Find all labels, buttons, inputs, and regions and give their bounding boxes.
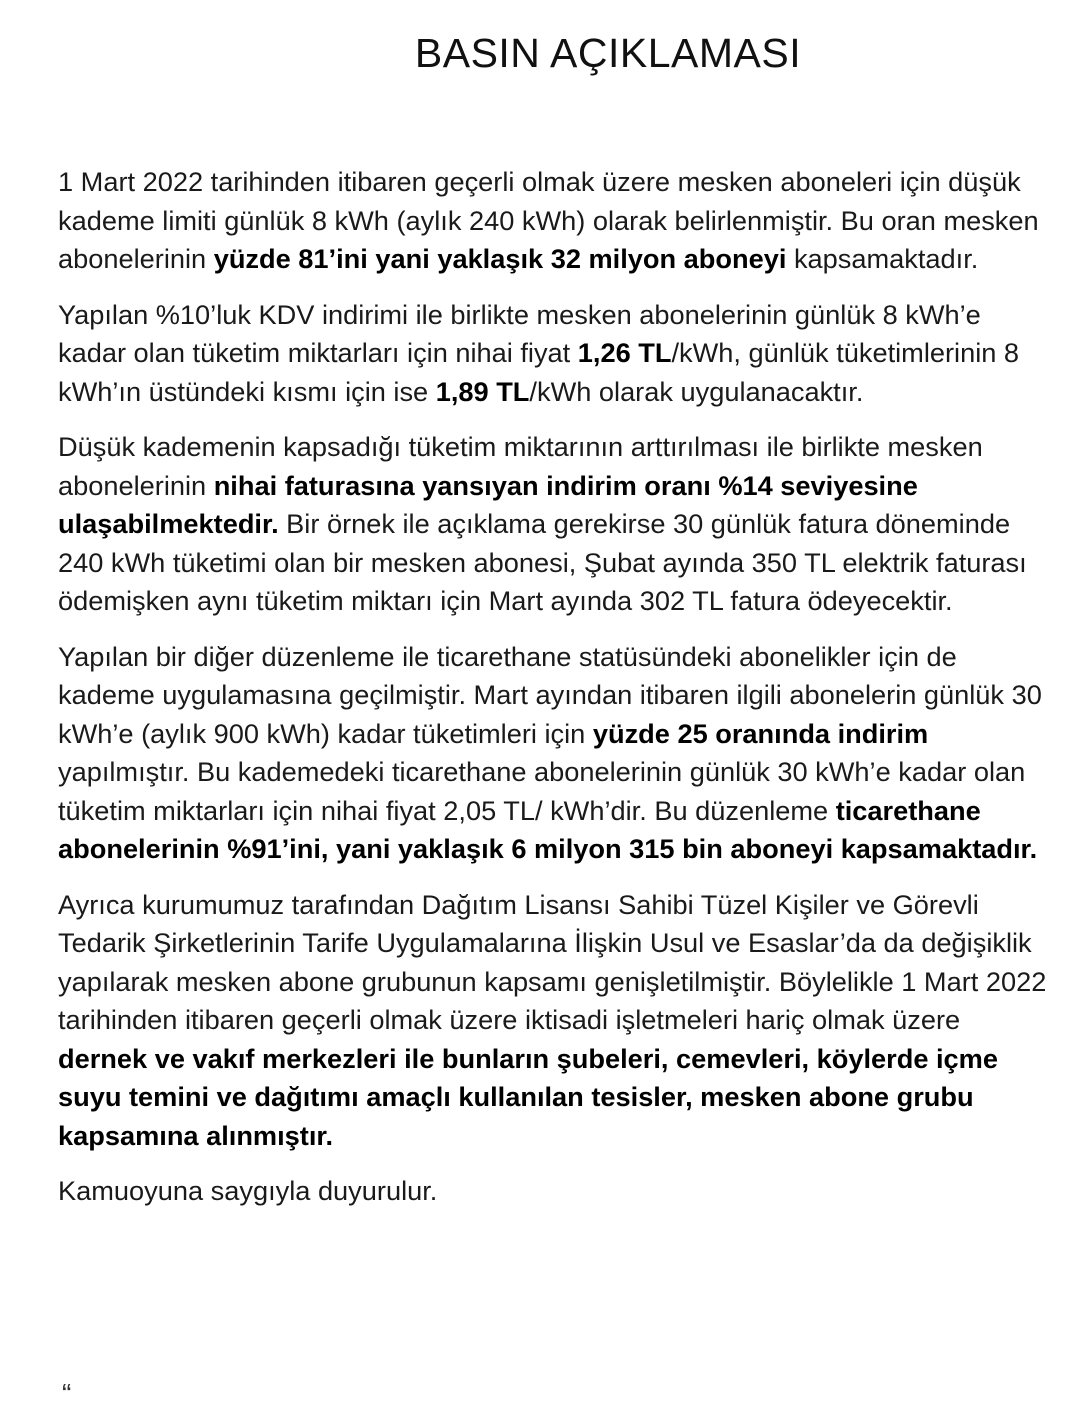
emphasized-text: dernek ve vakıf merkezleri ile bunların şubeleri, cemevleri, köylerde içme suyu temini ve dağıtımı amaçlı kullanılan tesisler, mesken abone grubu kapsamına alınmıştır. (58, 1042, 998, 1151)
paragraph-1 (58, 163, 1048, 279)
paragraph-6 (58, 1172, 1048, 1211)
paragraph-text: Bir örnek ile açıklama gerekirse 30 günlük fatura döneminde 240 kWh tüketimi olan bir mesken abonesi, Şubat ayında 350 TL elektrik faturası ödemişken aynı tüketim miktarı için Mart ayında 302 TL fatura ödeyecektir. (58, 508, 1027, 616)
document-body (58, 163, 1048, 1228)
paragraph-text: 1 Mart 2022 tarihinden itibaren geçerli olmak üzere mesken aboneleri için düşük kademe limiti günlük 8 kWh (aylık 240 kWh) olarak belirlenmiştir. Bu oran mesken abonelerinin (58, 166, 1039, 274)
emphasized-text: yüzde 81’ini yani yaklaşık 32 milyon aboneyi (213, 243, 787, 274)
paragraph-3 (58, 428, 1048, 621)
paragraph-text: Yapılan %10’luk KDV indirimi ile birlikte mesken abonelerinin günlük 8 kWh’e kadar olan tüketim miktarları için nihai fiyat (58, 298, 981, 368)
emphasized-text: 1,26 TL (577, 337, 672, 368)
paragraph-text: Yapılan bir diğer düzenleme ile ticarethane statüsündeki abonelikler için de kademe uygulamasına geçilmiştir. Mart ayından itibaren ilgili abonelerin günlük 30 kWh’e (aylık 900 kWh) kadar tüketimleri için (58, 640, 1042, 749)
paragraph-5 (58, 886, 1048, 1156)
paragraph-text: Düşük kademenin kapsadığı tüketim miktarının arttırılması ile birlikte mesken abonelerinin (58, 431, 983, 501)
emphasized-text: 1,89 TL (435, 375, 530, 407)
emphasized-text: ticarethane abonelerinin %91’ini, yani yaklaşık 6 milyon 315 bin aboneyi kapsamaktadır. (58, 794, 1038, 864)
paragraph-text: Kamuoyuna saygıyla duyurulur. (58, 1175, 438, 1206)
paragraph-text: Ayrıca kurumumuz tarafından Dağıtım Lisansı Sahibi Tüzel Kişiler ve Görevli Tedarik Şirketlerinin Tarife Uygulamalarına İlişkin Usul ve Esaslar’da da değişiklik yapılarak mesken abone grubunun kapsamı genişletilmiştir. Böylelikle 1 Mart 2022 tarihinden itibaren geçerli olmak üzere iktisadi işletmeleri hariç olmak üzere (58, 888, 1047, 1035)
paragraph-text: yapılmıştır. Bu kademedeki ticarethane abonelerinin günlük 30 kWh’e kadar olan tüketim miktarları için nihai fiyat 2,05 TL/ kWh’dir. Bu düzenleme (58, 756, 1026, 826)
paragraph-text: /kWh olarak uygulanacaktır. (529, 375, 864, 407)
paragraph-text: /kWh, günlük tüketimlerinin 8 kWh’ın üstündeki kısmı için ise (58, 337, 1020, 407)
paragraph-2 (58, 296, 1048, 412)
emphasized-text: nihai faturasına yansıyan indirim oranı %14 seviyesine ulaşabilmektedir. (58, 469, 918, 539)
paragraph-text: kapsamaktadır. (786, 243, 979, 274)
paragraph-4 (58, 638, 1048, 869)
trailing-quote-marks: “ (62, 1378, 72, 1409)
emphasized-text: yüzde 25 oranında indirim (592, 717, 929, 749)
document-title: BASIN AÇIKLAMASI (414, 30, 802, 76)
